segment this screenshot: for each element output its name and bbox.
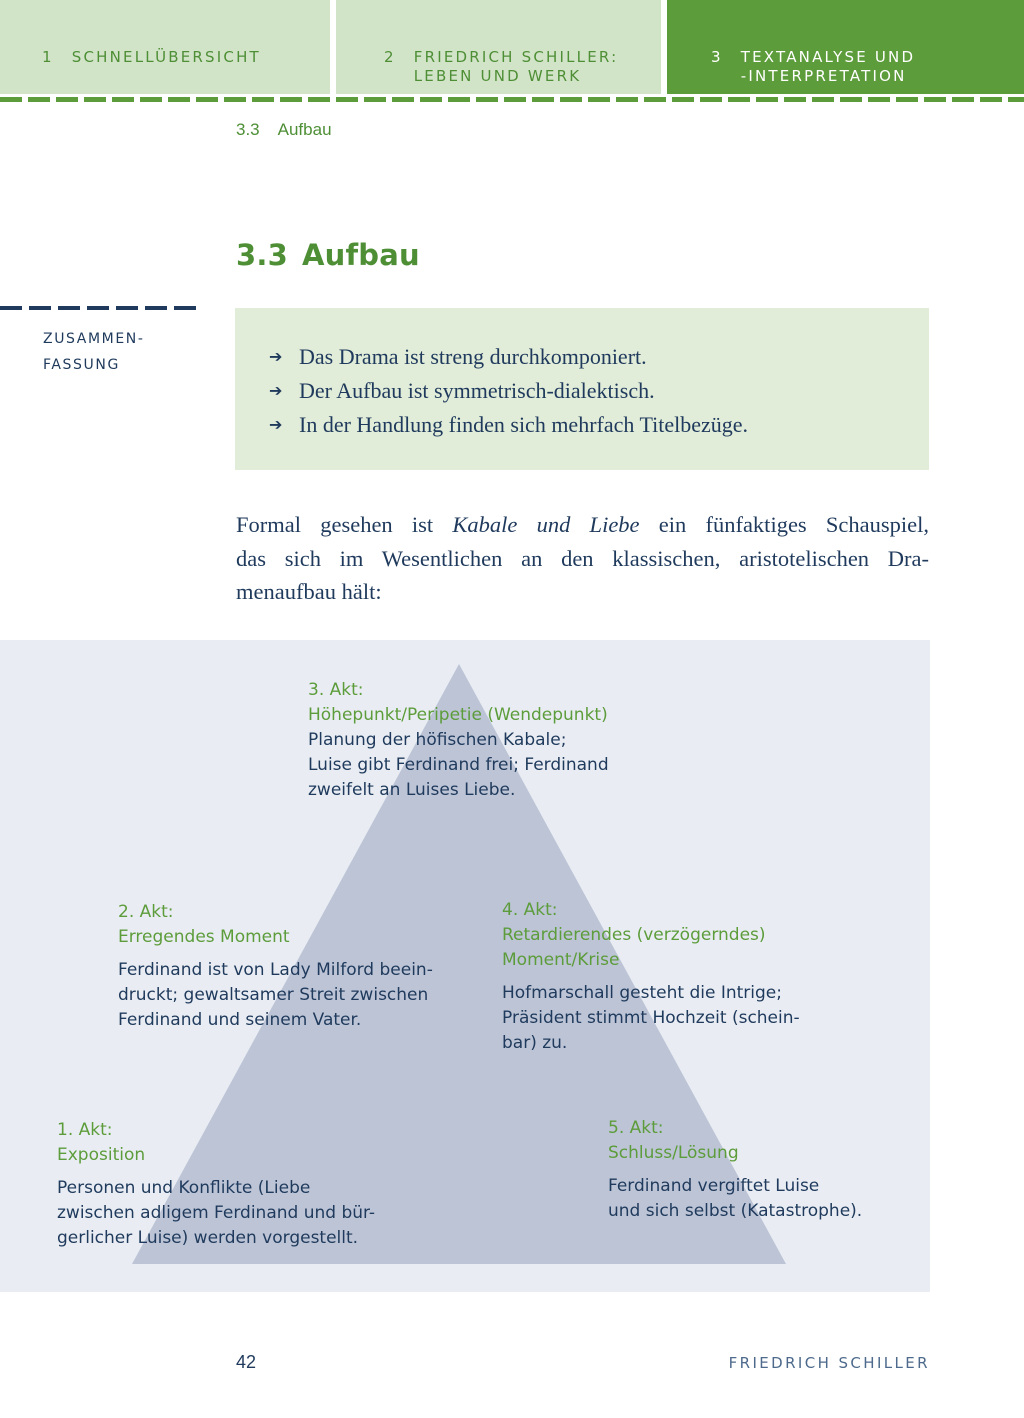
body-line: das sich im Wesentlichen an den klassischen, aristotelischen Dra- (236, 545, 929, 571)
act-1-block (57, 1118, 375, 1251)
act-4-title: 4. Akt: (502, 900, 558, 920)
tab-textanalyse-active[interactable] (667, 0, 1024, 94)
summary-item (269, 340, 748, 374)
act-4-block (502, 898, 800, 1056)
tab-number: 1 (42, 48, 54, 66)
act-5-name: Schluss/Lösung (608, 1143, 739, 1163)
tab-label: SCHNELLÜBERSICHT (71, 48, 261, 66)
arrow-right-icon: ➔ (269, 415, 283, 434)
tab-label: FRIEDRICH SCHILLER: LEBEN UND WERK (413, 48, 619, 85)
tab-number: 3 (711, 48, 723, 66)
act-2-block (118, 900, 433, 1033)
body-line: menaufbau hält: (236, 579, 382, 604)
margin-label: ZUSAMMEN- FASSUNG (43, 331, 145, 373)
margin-dashed-divider (0, 306, 200, 310)
act-3-name: Höhepunkt/Peripetie (Wendepunkt) (308, 705, 608, 725)
act-5-description: Ferdinand vergiftet Luise und sich selbst (Katastrophe). (608, 1176, 863, 1221)
arrow-right-icon: ➔ (269, 381, 283, 400)
arrow-right-icon: ➔ (269, 347, 283, 366)
act-5-title: 5. Akt: (608, 1118, 664, 1138)
summary-box (235, 308, 929, 470)
act-1-description: Personen und Konflikte (Liebe zwischen adligem Ferdinand und bür- gerlicher Luise) werden vorgestellt. (57, 1178, 376, 1248)
drama-structure-diagram (0, 640, 930, 1292)
tab-label: TEXTANALYSE UND -INTERPRETATION (740, 48, 916, 85)
body-line (236, 508, 929, 542)
footer-author: FRIEDRICH SCHILLER (728, 1354, 930, 1372)
body-text-segment: ein fünfaktiges Schauspiel, (639, 512, 930, 537)
section-title (236, 238, 420, 272)
act-3-block (308, 678, 609, 803)
summary-list (269, 340, 748, 442)
tab-number: 2 (384, 48, 396, 66)
running-head-number: 3.3 (236, 120, 260, 139)
summary-item-text: In der Handlung finden sich mehrfach Titelbezüge. (299, 412, 749, 437)
chapter-tabs (0, 0, 1024, 94)
act-2-name: Erregendes Moment (118, 927, 290, 947)
work-title: Kabale und Liebe (452, 512, 640, 537)
running-head-title: Aufbau (277, 120, 332, 139)
header-dashed-divider (0, 97, 1024, 102)
page-number: 42 (236, 1352, 257, 1372)
act-5-block (608, 1116, 862, 1224)
tab-leben-und-werk[interactable] (336, 0, 661, 94)
act-3-title: 3. Akt: (308, 680, 364, 700)
act-3-description: Planung der höfischen Kabale; Luise gibt Ferdinand frei; Ferdinand zweifelt an Luises Liebe. (308, 730, 609, 800)
act-2-title: 2. Akt: (118, 902, 174, 922)
section-number: 3.3 (236, 238, 288, 272)
summary-item-text: Das Drama ist streng durchkomponiert. (299, 344, 647, 369)
tab-schnelluebersicht[interactable] (0, 0, 330, 94)
act-1-name: Exposition (57, 1145, 146, 1165)
summary-item (269, 408, 748, 442)
running-head (236, 120, 332, 140)
body-text-segment: Formal gesehen ist (236, 512, 453, 537)
act-2-description: Ferdinand ist von Lady Milford beein- druckt; gewaltsamer Streit zwischen Ferdinand und seinem Vater. (118, 960, 433, 1030)
body-paragraph (236, 508, 929, 609)
section-title-text: Aufbau (301, 238, 420, 272)
act-4-name-cont: Moment/Krise (502, 950, 620, 970)
summary-item (269, 374, 748, 408)
summary-item-text: Der Aufbau ist symmetrisch-dialektisch. (299, 378, 655, 403)
act-1-title: 1. Akt: (57, 1120, 113, 1140)
act-4-name: Retardierendes (verzögerndes) (502, 925, 766, 945)
act-4-description: Hofmarschall gesteht die Intrige; Präsident stimmt Hochzeit (schein- bar) zu. (502, 983, 800, 1053)
